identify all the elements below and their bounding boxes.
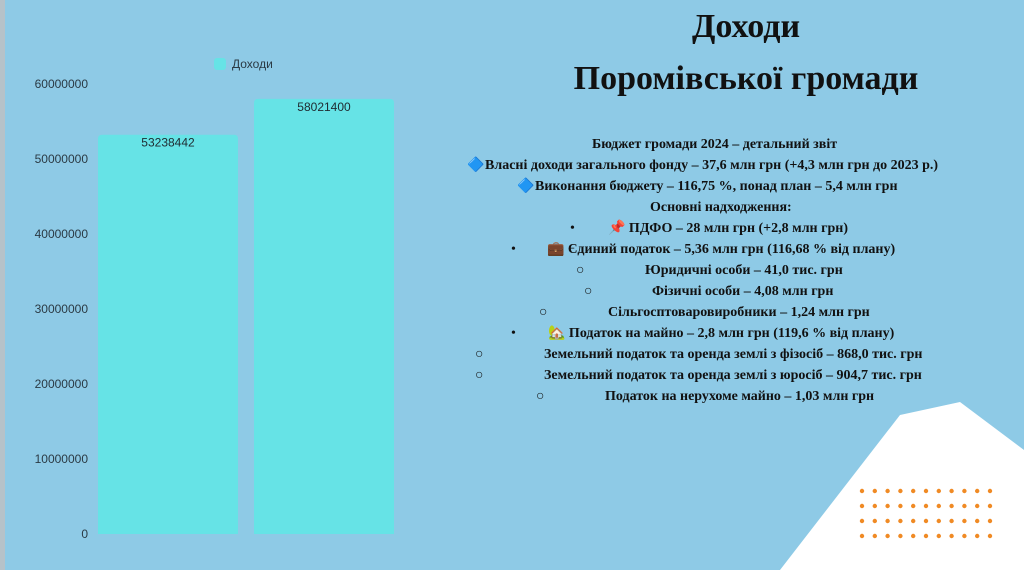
orange-dot: [924, 489, 928, 493]
orange-dot: [975, 519, 979, 523]
orange-dot: [937, 489, 941, 493]
mountain-shape: [780, 402, 1024, 570]
orange-dot: [937, 534, 941, 538]
orange-dot: [924, 519, 928, 523]
bar-value-label: 58021400: [297, 99, 351, 114]
orange-dot: [860, 519, 864, 523]
orange-dot: [911, 519, 915, 523]
report-item-agro-producers: Сільгосптоваровиробники – 1,24 млн грн: [608, 305, 870, 320]
orange-dot: [949, 519, 953, 523]
bullet-circle: ○: [539, 305, 548, 320]
report-item-own-revenue: Власні доходи загального фонду – 37,6 млн грн (+4,3 млн грн до 2023 р.): [485, 158, 939, 173]
bullet-dot: •: [511, 326, 516, 341]
y-tick-label: 0: [81, 527, 88, 541]
orange-dot: [962, 504, 966, 508]
diamond-icon: 🔷: [517, 179, 535, 194]
bullet-dot: •: [511, 242, 516, 257]
report-item-land-tax-individuals: Земельний податок та оренда землі з фізосіб – 868,0 тис. грн: [544, 347, 923, 362]
orange-dot: [873, 504, 877, 508]
bullet-dot: •: [570, 221, 575, 236]
y-tick-label: 10000000: [34, 452, 88, 466]
orange-dot: [911, 534, 915, 538]
bar-2023: [98, 135, 238, 534]
orange-dot: [885, 489, 889, 493]
report-heading: Бюджет громади 2024 – детальний звіт: [592, 137, 838, 152]
bullet-circle: ○: [536, 389, 545, 404]
diamond-icon: 🔷: [467, 158, 485, 173]
report-item-legal-entities: Юридичні особи – 41,0 тис. грн: [645, 263, 843, 278]
orange-dot: [988, 489, 992, 493]
orange-dot: [860, 534, 864, 538]
orange-dot: [873, 534, 877, 538]
orange-dot: [937, 504, 941, 508]
orange-dot: [885, 504, 889, 508]
orange-dot: [975, 504, 979, 508]
report-item-individuals: Фізичні особи – 4,08 млн грн: [652, 284, 834, 299]
legend-swatch: [214, 58, 226, 70]
orange-dot: [898, 489, 902, 493]
y-tick-label: 20000000: [34, 377, 88, 391]
orange-dot: [860, 504, 864, 508]
report-item-land-tax-legal: Земельний податок та оренда землі з юросіб – 904,7 тис. грн: [544, 368, 922, 383]
legend-label: Доходи: [232, 57, 273, 71]
bar-2024: [254, 99, 394, 534]
orange-dot: [860, 489, 864, 493]
orange-dot: [975, 489, 979, 493]
orange-dot: [949, 489, 953, 493]
orange-dot: [962, 534, 966, 538]
page-title-line2: Поромівської громади: [573, 60, 919, 97]
orange-dot: [924, 534, 928, 538]
orange-dot: [949, 534, 953, 538]
orange-dot: [898, 504, 902, 508]
bar-value-label: 53238442: [141, 135, 195, 150]
orange-dot: [873, 519, 877, 523]
orange-dot: [975, 534, 979, 538]
orange-dot: [962, 489, 966, 493]
report-subheading: Основні надходження:: [650, 200, 792, 215]
y-tick-label: 30000000: [34, 302, 88, 316]
orange-dot: [911, 504, 915, 508]
report-item-execution: Виконання бюджету – 116,75 %, понад план – 5,4 млн грн: [535, 179, 898, 194]
report-item-real-estate-tax: Податок на нерухоме майно – 1,03 млн грн: [605, 389, 875, 404]
orange-dot: [988, 504, 992, 508]
orange-dot: [937, 519, 941, 523]
report-item-property-tax: 🏡 Податок на майно – 2,8 млн грн (119,6 % від плану): [548, 326, 895, 341]
page-title-line1: Доходи: [691, 8, 801, 45]
orange-dot: [898, 519, 902, 523]
bar-chart: [0, 0, 440, 570]
orange-dot: [949, 504, 953, 508]
orange-dot: [911, 489, 915, 493]
orange-dot: [988, 534, 992, 538]
y-tick-label: 60000000: [34, 77, 88, 91]
orange-dot: [873, 489, 877, 493]
bullet-circle: ○: [475, 368, 484, 383]
orange-dot: [885, 519, 889, 523]
orange-dot: [988, 519, 992, 523]
orange-dot: [898, 534, 902, 538]
report-item-single-tax: 💼 Єдиний податок – 5,36 млн грн (116,68 % від плану): [547, 242, 896, 257]
orange-dot: [885, 534, 889, 538]
bullet-circle: ○: [576, 263, 585, 278]
orange-dot: [924, 504, 928, 508]
report-item-pdfo: 📌 ПДФО – 28 млн грн (+2,8 млн грн): [608, 221, 848, 236]
bullet-circle: ○: [584, 284, 593, 299]
y-tick-label: 40000000: [34, 227, 88, 241]
y-tick-label: 50000000: [34, 152, 88, 166]
bullet-circle: ○: [475, 347, 484, 362]
orange-dot: [962, 519, 966, 523]
